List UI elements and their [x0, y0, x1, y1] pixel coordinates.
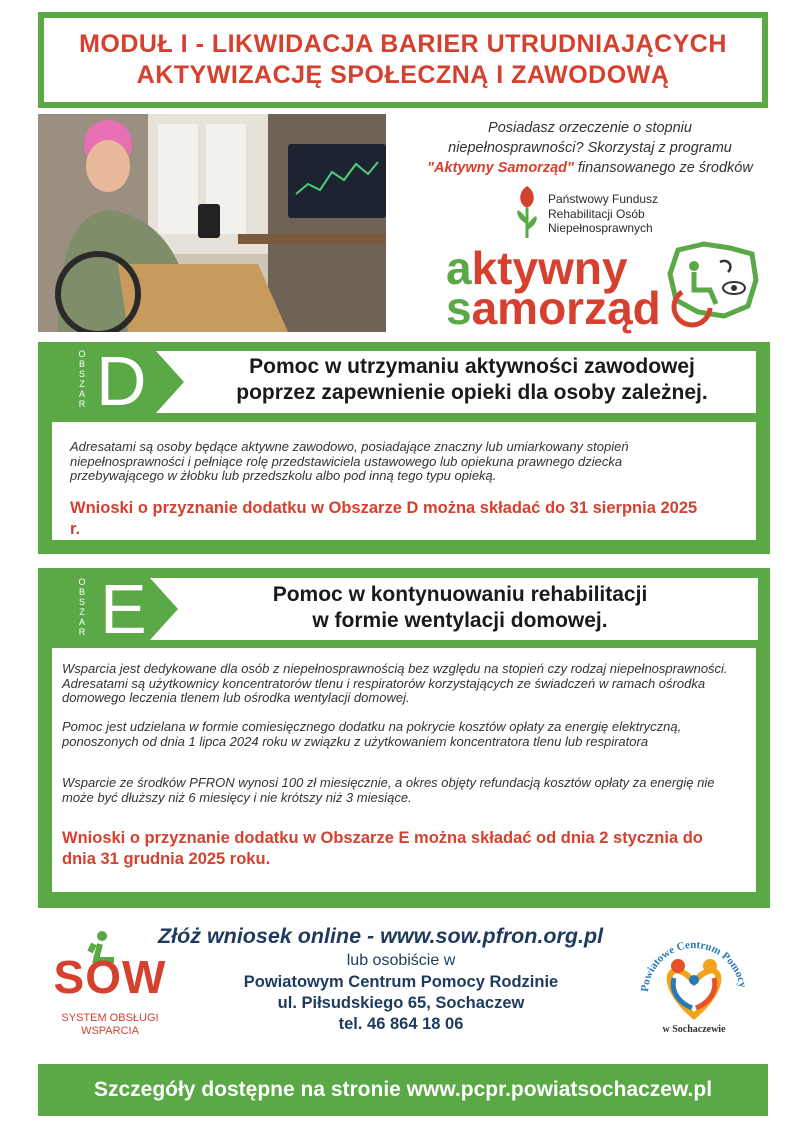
footer-banner[interactable]: Szczegóły dostępne na stronie www.pcpr.powiatsochaczew.pl — [38, 1064, 768, 1116]
section-d-heading-line-2: poprzez zapewnienie opieki dla osoby zależnej. — [236, 381, 708, 404]
intro-line-3 — [406, 158, 774, 178]
sow-caption — [50, 1012, 170, 1038]
samorzad-s: s — [446, 282, 472, 334]
section-d-heading-line-1: Pomoc w utrzymaniu aktywności zawodowej — [249, 355, 695, 378]
pcpr-ring-text: Powiatowe Centrum Pomocy — [638, 938, 749, 993]
section-e-para-2: Pomoc jest udzielana w formie comiesięcznego dodatku na pokrycie kosztów opłaty za energię elektryczną, ponoszonych od dnia 1 lipca 2024 roku w związku z użytkowaniem koncentratora tlenu lub respiratora — [62, 719, 682, 749]
section-e-para-1: Wsparcia jest dedykowane dla osób z niepełnosprawnością bez względu na stopień czy rodzaj niepełnosprawności. Adresatami są użytkownicy koncentratorów tlenu i respiratorów korzystających ze świadczeń w ramach ośrodka domowego leczenia tlenem lub ośrodka wentylacji domowej. — [62, 661, 728, 705]
sow-caption-line-2: WSPARCIA — [81, 1025, 139, 1037]
title-line-2: AKTYWIZACJĘ SPOŁECZNĄ I ZAWODOWĄ — [136, 61, 670, 89]
sow-wordmark: SOW — [53, 951, 167, 1003]
program-name: "Aktywny Samorząd" — [427, 160, 574, 176]
section-e-heading — [180, 582, 740, 634]
svg-text:Powiatowe Centrum Pomocy Rodzi — [630, 924, 749, 992]
office-address — [184, 972, 618, 1035]
aktywny-rest: ktywny — [471, 242, 628, 294]
section-e-letter: E — [100, 570, 147, 648]
section-d-obszar-label — [78, 349, 88, 409]
intro-line-2: niepełnosprawności? Skorzystaj z programu — [448, 140, 732, 156]
online-application-link[interactable]: Złóż wniosek online - www.sow.pfron.org.pl — [158, 924, 604, 948]
section-d-obszar-text: OBSZAR — [78, 349, 86, 409]
aktywny-samorzad-logo-text — [446, 242, 661, 334]
intro-line-3-rest: finansowanego ze środków — [573, 160, 753, 176]
section-e-obszar-text: OBSZAR — [78, 577, 86, 637]
hero-photo — [38, 114, 386, 332]
poland-map-accessibility-icon — [664, 240, 760, 330]
pfron-tulip-icon — [512, 184, 542, 240]
section-e-obszar-label — [78, 577, 88, 637]
section-e-deadline: Wnioski o przyznanie dodatku w Obszarze E można składać od dnia 2 stycznia do dnia 31 grudnia 2025 roku. — [62, 829, 703, 868]
office-street: ul. Piłsudskiego 65, Sochaczew — [277, 994, 525, 1012]
sow-caption-line-1: SYSTEM OBSŁUGI — [61, 1012, 159, 1024]
pfron-line-1: Państwowy Fundusz — [548, 192, 659, 206]
section-d-heading — [186, 354, 758, 406]
in-person-label: lub osobiście w — [346, 952, 456, 969]
aktywny-a: a — [446, 242, 472, 294]
intro-line-1: Posiadasz orzeczenie o stopniu — [488, 120, 692, 136]
pfron-line-3: Niepełnosprawnych — [548, 221, 653, 235]
section-d-deadline: Wnioski o przyznanie dodatku w Obszarze D można składać do 31 sierpnia 2025 r. — [70, 499, 698, 538]
samorzad-rest: amorząd — [471, 282, 661, 334]
pcpr-logo — [630, 924, 758, 1042]
section-d-letter: D — [96, 342, 147, 420]
section-e-heading-line-1: Pomoc w kontynuowaniu rehabilitacji — [272, 583, 648, 606]
intro-text — [406, 118, 774, 178]
pcpr-city: w Sochaczewie — [662, 1024, 726, 1035]
pfron-line-2: Rehabilitacji Osób — [548, 206, 645, 221]
sow-logo — [50, 930, 170, 1040]
title-banner — [38, 12, 768, 108]
section-e-heading-line-2: w formie wentylacji domowej. — [312, 609, 608, 632]
office-phone: tel. 46 864 18 06 — [338, 1015, 464, 1033]
office-name: Powiatowym Centrum Pomocy Rodzinie — [243, 973, 559, 991]
samorzad-word — [446, 282, 661, 334]
title-line-1: MODUŁ I - LIKWIDACJA BARIER UTRUDNIAJĄCYCH — [79, 30, 727, 58]
pfron-name — [548, 192, 658, 236]
section-e-para-3: Wsparcie ze środków PFRON wynosi 100 zł miesięcznie, a okres objęty refundacją kosztów opłaty za energię nie może być dłuższy niż 6 miesięcy i nie krótszy niż 3 miesiące. — [62, 775, 715, 805]
section-d-body: Adresatami są osoby będące aktywne zawodowo, posiadające znaczny lub umiarkowany stopień niepełnosprawności i pełniące rolę przedstawiciela ustawowego lub opiekuna prawnego dziecka przebywającego w żłobku lub przedszkolu albo pod inną tego typu opieką. — [70, 439, 629, 483]
